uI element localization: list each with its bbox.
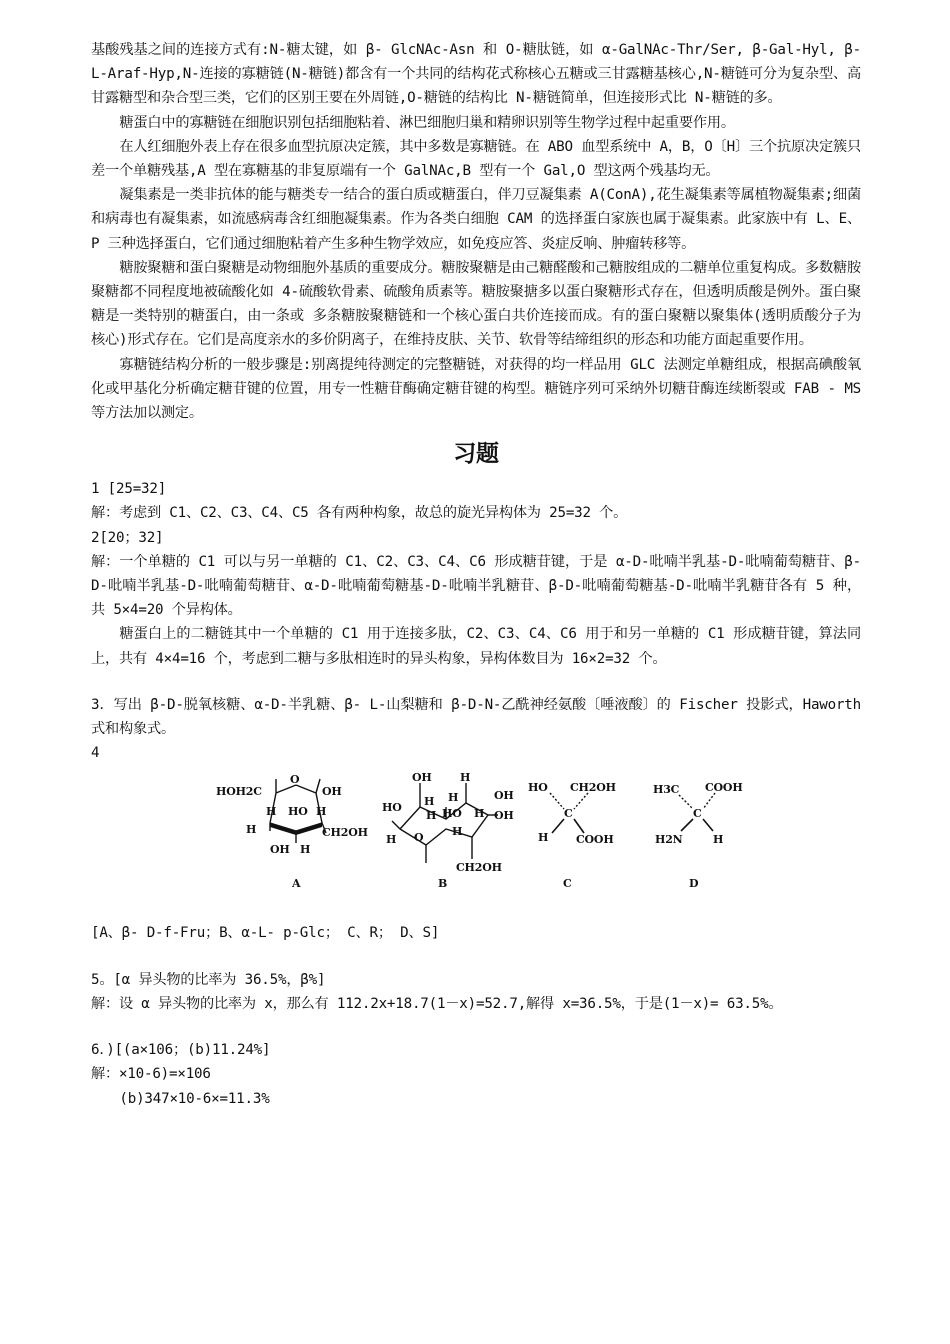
q6-solution: 解：×10-6)=×106 — [91, 1066, 211, 1083]
mol-a-text-3: H — [266, 805, 277, 819]
q5-solution: 解：设 α 异头物的比率为 x，那么有 112.2x+18.7(1－x)=52.7,解得 x=36.5%，于是(1－x)= 63.5%。 — [91, 995, 783, 1012]
structure-a-label: A — [292, 877, 301, 891]
mol-b-text-3: H — [424, 795, 435, 809]
q2-solution: 解：一个单糖的 C1 可以与另一单糖的 C1、C2、C3、C4、C6 形成糖苷键，于是 α-D-吡喃半乳基-D-吡喃葡萄糖苷、β-D-吡喃半乳基-D-吡喃葡萄糖苷、α-D-吡喃葡萄糖基-D-吡喃半乳糖苷、β-D-吡喃葡萄糖基-D-吡喃半乳糖苷各有 5 种，共 5×4=20 个异构体。 — [91, 553, 861, 619]
mol-b-text-4: H — [448, 791, 459, 805]
q4-answer: [A、β- D-f-Fru；B、α-L- p-Glc； C、R； D、S] — [91, 925, 440, 942]
mol-a-text-8: OH — [270, 843, 290, 857]
q2-solution-continued: 糖蛋白上的二糖链其中一个单糖的 C1 用于连接多肽，C2、C3、C4、C6 用于和另一单糖的 C1 形成糖苷键，算法同上，共有 4×4=16 个，考虑到二糖与多肽相连时的异头构象，异构体数目为 16×2=32 个。 — [91, 626, 861, 667]
q2-answer: 2[20；32] — [91, 529, 164, 546]
mol-b-text-13: CH2OH — [456, 861, 502, 875]
q6-solution-b: (b)347×10-6×=11.3% — [119, 1090, 270, 1107]
mol-d-text-1: COOH — [705, 781, 743, 795]
structure-d-drawing — [649, 771, 759, 896]
structure-a-drawing — [216, 771, 366, 896]
mol-d-text-3: H2N — [655, 833, 683, 847]
mol-b-text-8: H — [474, 807, 485, 821]
structure-d — [649, 771, 759, 896]
structure-b-drawing — [382, 771, 516, 896]
mol-b-text-6: H — [426, 809, 437, 823]
mol-b-text-1: H — [460, 771, 471, 785]
structure-c-drawing — [526, 771, 626, 896]
structure-c-label: C — [563, 877, 572, 891]
paragraph-glycosaminoglycan: 糖胺聚糖和蛋白聚糖是动物细胞外基质的重要成分。糖胺聚糖是由己糖醛酸和己糖胺组成的二糖单位重复构成。多数糖胺聚糖都不同程度地被硫酸化如 4-硫酸软骨素、硫酸角质素等。糖胺聚搪多以蛋白聚糖形式存在，但透明质酸是例外。蛋白聚糖是一类特别的糖蛋白，由一条或 多条糖胺聚糖链和一个核心蛋白共价连接而成。有的蛋白聚糖以聚集体(透明质酸分子为核心)形式存在。它们是高度亲水的多价阴离子，在维持皮肤、关节、软骨等结缔组织的形态和功能方面起重要作用。 — [91, 259, 861, 349]
mol-a-text-9: H — [300, 843, 311, 857]
q1-solution: 解：考虑到 C1、C2、C3、C4、C5 各有两种构象，故总的旋光异构体为 25=32 个。 — [91, 505, 628, 522]
mol-b-text-12: H — [386, 833, 397, 847]
paragraph-lectin: 凝集素是一类非抗体的能与糖类专一结合的蛋白质或糖蛋白，伴刀豆凝集素 A(ConA),花生凝集素等属植物凝集素;细菌和病毒也有凝集素，如流感病毒含红细胞凝集素。作为各类白细胞 CAM 的选择蛋白家族也属于凝集素。此家族中有 L、E、P 三种选择蛋白，它们通过细胞粘着产生多种生物学效应，如免疫应答、炎症反响、肿瘤转移等。 — [91, 187, 861, 252]
mol-b-text-10: H — [452, 825, 463, 839]
paragraph-blood-type: 在人红细胞外表上存在很多血型抗原决定簇，其中多数是寡糖链。在 ABO 血型系统中 A，B，O〔H〕三个抗原决定簇只差一个单糖残基,A 型在寡糖基的非复原端有一个 GalNAc,B 型有一个 Gal,O 型这两个残基均无。 — [91, 138, 861, 180]
mol-a-text-7: CH2OH — [322, 826, 368, 840]
mol-c-text-3: H — [538, 831, 549, 845]
mol-b-text-11: O — [414, 831, 424, 845]
mol-d-text-4: H — [713, 833, 724, 847]
mol-b-text-7: HO — [442, 807, 462, 821]
structure-a — [216, 771, 366, 896]
mol-a-text-2: OH — [322, 785, 342, 799]
mol-b-text-0: OH — [412, 771, 432, 785]
mol-a-text-0: HOH2C — [216, 785, 262, 799]
mol-c-text-0: HO — [528, 781, 548, 795]
q6-answer: 6．)[(a×106；(b)11.24%] — [91, 1042, 271, 1059]
mol-d-text-0: H3C — [653, 783, 680, 797]
mol-d-text-2: C — [693, 807, 702, 821]
document-page — [91, 38, 861, 1111]
mol-a-text-4: HO — [288, 805, 308, 819]
mol-c-text-1: CH2OH — [570, 781, 616, 795]
mol-a-text-5: H — [316, 805, 327, 819]
paragraph-structure-analysis: 寡糖链结构分析的一般步骤是:别离提纯待测定的完整糖链，对获得的均一样品用 GLC 法测定单糖组成，根据高碘酸氧化或甲基化分析确定糖苷键的位置，用专一性糖苷酶确定糖苷键的构型。糖链序列可采纳外切糖苷酶连续断裂或 FAB - MS 等方法加以测定。 — [91, 356, 861, 422]
mol-c-text-4: COOH — [576, 833, 614, 847]
paragraph-recognition: 糖蛋白中的寡糖链在细胞识别包括细胞粘着、淋巴细胞归巢和精卵识别等生物学过程中起重要作用。 — [119, 114, 735, 131]
q3-text: 3．写出 β-D-脱氧核糖、α-D-半乳糖、β- L-山梨糖和 β-D-N-乙酰神经氨酸〔唾液酸〕的 Fischer 投影式，Haworth 式和构象式。 — [91, 696, 861, 738]
q4-structures-figure — [91, 771, 861, 911]
paragraph-glycan-linkage: 基酸残基之间的连接方式有:N-糖太键，如 β- GlcNAc-Asn 和 O-糖肽链，如 α-GalNAc-Thr/Ser, β-Gal-Hyl, β-L-Araf-Hyp,N-连接的寡糖链(N-糖链)都含有一个共同的结构花式称核心五糖或三甘露糖基核心,N-糖链可分为复杂型、高甘露糖型和杂合型三类，它们的区别王要在外周链,O-糖链的结构比 N-糖链简单，但连接形式比 N-糖链的多。 — [91, 42, 861, 107]
structure-b — [382, 771, 516, 896]
mol-a-text-6: H — [246, 823, 257, 837]
mol-b-text-9: OH — [494, 809, 514, 823]
q1-answer: 1 [25=32] — [91, 481, 167, 498]
mol-c-text-2: C — [564, 807, 573, 821]
mol-a-text-1: O — [290, 773, 300, 787]
structure-d-label: D — [689, 877, 699, 891]
q4-number: 4 — [91, 745, 100, 762]
structure-b-label: B — [438, 877, 448, 891]
section-title: 习题 — [453, 441, 499, 468]
q5-answer: 5。[α 异头物的比率为 36.5%，β%] — [91, 971, 326, 988]
mol-b-text-5: OH — [494, 789, 514, 803]
mol-b-text-2: HO — [382, 801, 402, 815]
structure-c — [526, 771, 626, 896]
